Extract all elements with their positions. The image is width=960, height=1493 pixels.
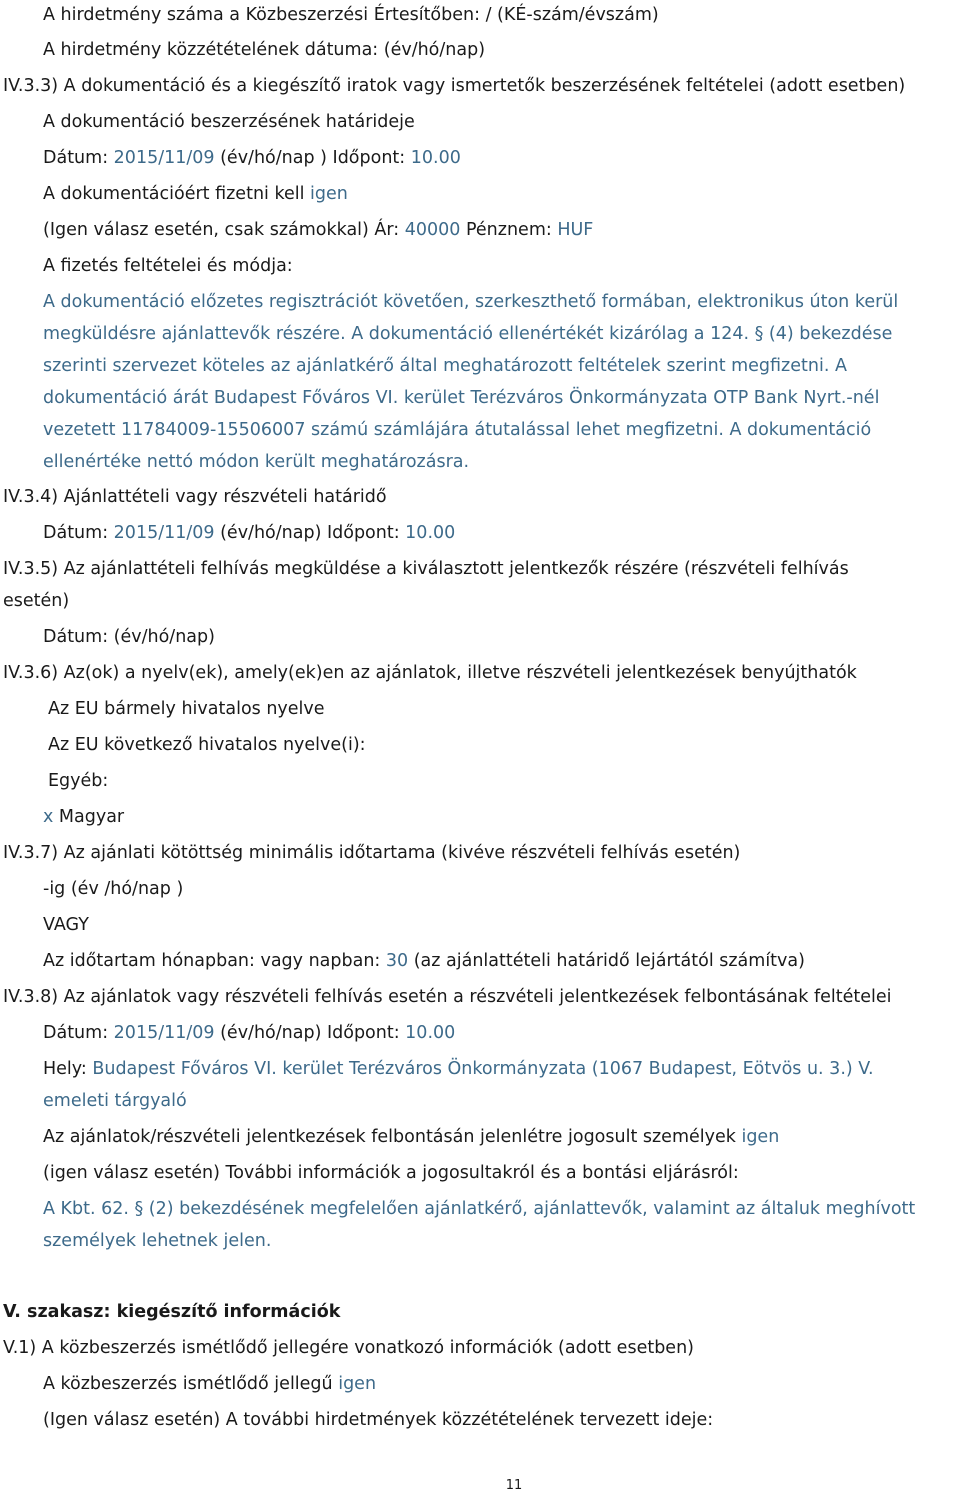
time-label: (év/hó/nap ) Időpont: — [214, 148, 411, 168]
date-value: 2015/11/09 — [113, 148, 215, 168]
price-label: (Igen válasz esetén, csak számokkal) Ár: — [43, 220, 405, 240]
time-value: 10.00 — [405, 523, 456, 543]
section-iv-3-5-heading: IV.3.5) Az ajánlattételi felhívás megküldése a kiválasztott jelentkezők részére (részvételi felhívás — [3, 559, 849, 579]
payment-terms-label: A fizetés feltételei és módja: — [43, 256, 293, 276]
language-value: Magyar — [53, 807, 125, 827]
payment-terms-line: ellenértéke nettó módon került meghatározásra. — [43, 452, 470, 472]
tender-deadline-date-line — [43, 521, 455, 545]
price-value: 40000 — [404, 220, 461, 240]
language-selected-line — [43, 805, 124, 829]
payment-terms-line: dokumentáció árát Budapest Főváros VI. kerület Terézváros Önkormányzata OTP Bank Nyrt.-nél — [43, 388, 880, 408]
time-label: (év/hó/nap) Időpont: — [214, 1023, 406, 1043]
language-option-other: Egyéb: — [48, 771, 109, 791]
or-line: VAGY — [43, 915, 89, 935]
attendance-info-text-cont: személyek lehetnek jelen. — [43, 1231, 272, 1251]
payment-required-value: igen — [310, 184, 348, 204]
attendance-info-text: A Kbt. 62. § (2) bekezdésének megfelelően ajánlatkérő, ajánlattevők, valamint az általuk meghívott — [43, 1199, 916, 1219]
opening-place-line — [43, 1057, 874, 1081]
further-notices-line: (Igen válasz esetén) A további hirdetmények közzétételének tervezett ideje: — [43, 1410, 714, 1430]
payment-terms-line: szerinti szervezet köteles az ajánlatkérő által meghatározott feltételek szerint megfizetni. A — [43, 356, 847, 376]
doc-deadline-date-line — [43, 146, 461, 170]
invitation-date-line: Dátum: (év/hó/nap) — [43, 627, 215, 647]
duration-label: Az időtartam hónapban: vagy napban: — [43, 951, 386, 971]
date-label: Dátum: — [43, 1023, 114, 1043]
price-line — [43, 218, 593, 242]
attendance-label: Az ajánlatok/részvételi jelentkezések felbontásán jelenlétre jogosult személyek — [43, 1127, 742, 1147]
opening-date-line — [43, 1021, 455, 1045]
time-value: 10.00 — [405, 1023, 456, 1043]
payment-terms-line: vezetett 11784009-15506007 számú számlájára átutalással lehet megfizetni. A dokumentáció — [43, 420, 872, 440]
section-iv-3-3-heading: IV.3.3) A dokumentáció és a kiegészítő iratok vagy ismertetők beszerzésének feltételei (adott esetben) — [3, 76, 906, 96]
recurring-label: A közbeszerzés ismétlődő jellegű — [43, 1374, 339, 1394]
payment-required-line — [43, 182, 348, 206]
section-iv-3-4-heading: IV.3.4) Ajánlattételi vagy részvételi határidő — [3, 487, 387, 507]
check-mark: x — [43, 807, 54, 827]
attendance-value: igen — [741, 1127, 780, 1147]
section-v-1-heading: V.1) A közbeszerzés ismétlődő jellegére vonatkozó információk (adott esetben) — [3, 1338, 694, 1358]
date-value: 2015/11/09 — [113, 1023, 215, 1043]
place-label: Hely: — [43, 1059, 93, 1079]
section-iv-3-8-heading: IV.3.8) Az ajánlatok vagy részvételi felhívás esetén a részvételi jelentkezések felbontásának feltételei — [3, 987, 892, 1007]
notice-number-line: A hirdetmény száma a Közbeszerzési Értesítőben: / (KÉ-szám/évszám) — [43, 5, 659, 25]
duration-note: (az ajánlattételi határidő lejártától számítva) — [408, 951, 805, 971]
binding-duration-line — [43, 949, 805, 973]
payment-terms-line: megküldésre ajánlattevők részére. A dokumentáció ellenértékét kizárólag a 124. § (4) bekezdése — [43, 324, 893, 344]
language-option-any-eu: Az EU bármely hivatalos nyelve — [48, 699, 325, 719]
duration-value: 30 — [385, 951, 409, 971]
opening-place-line-cont: emeleti tárgyaló — [43, 1091, 187, 1111]
payment-required-label: A dokumentációért fizetni kell — [43, 184, 311, 204]
page-number: 11 — [505, 1478, 523, 1493]
attendance-line — [43, 1125, 779, 1149]
date-label: Dátum: — [43, 523, 114, 543]
place-value: Budapest Főváros VI. kerület Terézváros Önkormányzata (1067 Budapest, Eötvös u. 3.) V. — [92, 1059, 874, 1079]
attendance-info-label: (igen válasz esetén) További információk a jogosultakról és a bontási eljárásról: — [43, 1163, 739, 1183]
currency-label: Pénznem: — [460, 220, 558, 240]
recurring-value: igen — [338, 1374, 377, 1394]
time-label: (év/hó/nap) Időpont: — [214, 523, 406, 543]
section-v-heading: V. szakasz: kiegészítő információk — [3, 1302, 341, 1322]
time-value: 10.00 — [410, 148, 461, 168]
section-iv-3-5-heading-cont: esetén) — [3, 591, 70, 611]
language-option-following-eu: Az EU következő hivatalos nyelve(i): — [48, 735, 366, 755]
date-label: Dátum: — [43, 148, 114, 168]
doc-deadline-label: A dokumentáció beszerzésének határideje — [43, 112, 415, 132]
publication-date-line: A hirdetmény közzétételének dátuma: (év/hó/nap) — [43, 40, 486, 60]
recurring-line — [43, 1372, 376, 1396]
currency-value: HUF — [557, 220, 594, 240]
section-iv-3-6-heading: IV.3.6) Az(ok) a nyelv(ek), amely(ek)en az ajánlatok, illetve részvételi jelentkezések benyújthatók — [3, 663, 857, 683]
payment-terms-line: A dokumentáció előzetes regisztrációt követően, szerkeszthető formában, elektronikus úton kerül — [43, 292, 899, 312]
binding-until-line: -ig (év /hó/nap ) — [43, 879, 184, 899]
date-value: 2015/11/09 — [113, 523, 215, 543]
section-iv-3-7-heading: IV.3.7) Az ajánlati kötöttség minimális időtartama (kivéve részvételi felhívás esetén) — [3, 843, 741, 863]
